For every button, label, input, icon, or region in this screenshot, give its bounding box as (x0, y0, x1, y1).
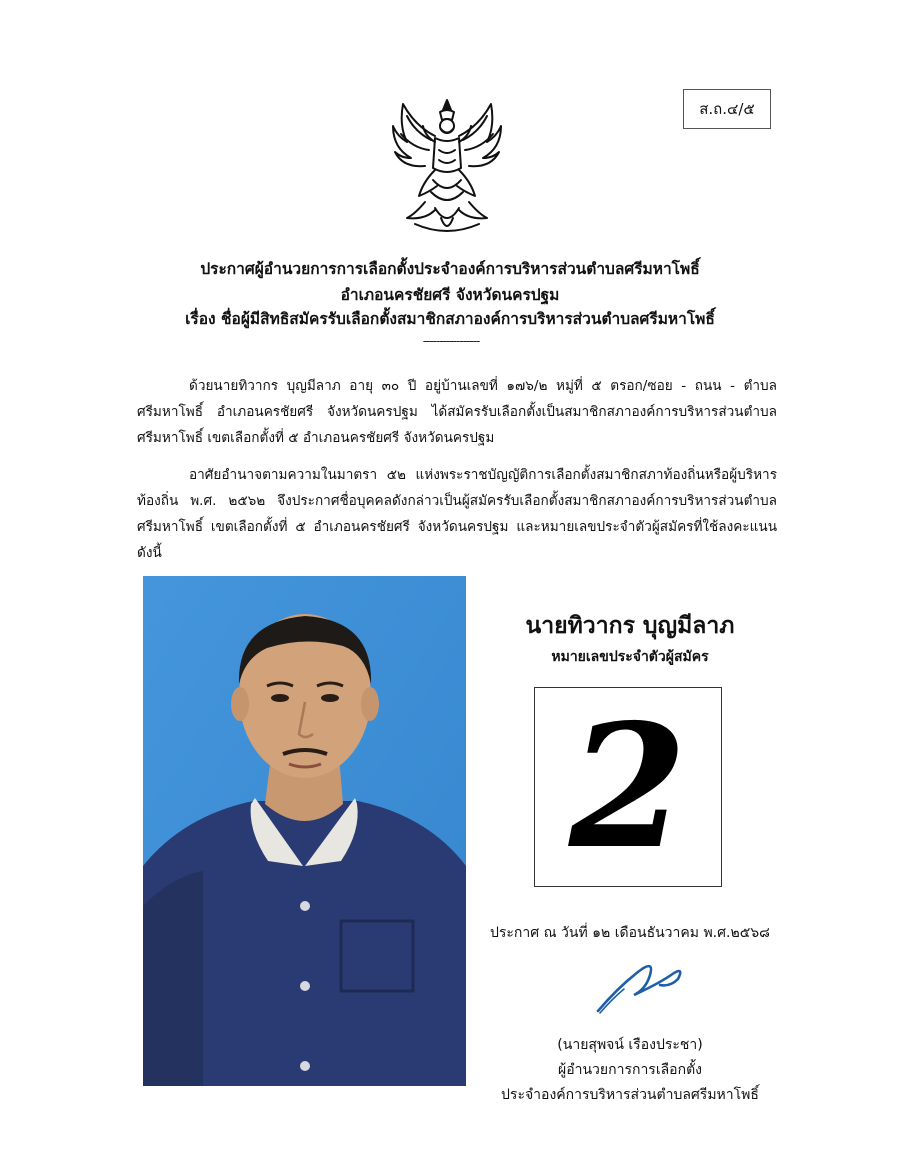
form-code-box (683, 89, 771, 129)
candidate-photo (143, 576, 466, 1086)
form-code: ส.ถ.๔/๕ (699, 100, 755, 118)
candidate-number-label: หมายเลขประจำตัวผู้สมัคร (551, 649, 709, 665)
signature-icon (590, 955, 690, 1017)
signer-position: ผู้อำนวยการการเลือกตั้ง (558, 1062, 702, 1078)
candidate-name: นายทิวากร บุญมีลาภ (525, 613, 735, 639)
header-line-1: ประกาศผู้อำนวยการการเลือกตั้งประจำองค์การบริหารส่วนตำบลศรีมหาโพธิ์ (200, 260, 700, 278)
signer-organization: ประจำองค์การบริหารส่วนตำบลศรีมหาโพธิ์ (501, 1087, 759, 1103)
header-subject: เรื่อง ชื่อผู้มีสิทธิสมัครรับเลือกตั้งสมาชิกสภาองค์การบริหารส่วนตำบลศรีมหาโพธิ์ (185, 310, 715, 328)
garuda-emblem-icon (385, 96, 510, 238)
header-divider: ----------------- (422, 334, 480, 348)
header-line-2: อำเภอนครชัยศรี จังหวัดนครปฐม (340, 286, 560, 304)
candidate-number-box (534, 687, 722, 887)
paragraph-2: อาศัยอำนาจตามความในมาตรา ๕๒ แห่งพระราชบัญญัติการเลือกตั้งสมาชิกสภาท้องถิ่นหรือผู้บริหารท้องถิ่น พ.ศ. ๒๕๖๒ จึงประกาศชื่อบุคคลดังกล่าวเป็นผู้สมัครรับเลือกตั้งสมาชิกสภาองค์การบริหารส่วนตำบลศรีมหาโพธิ์ เขตเลือกตั้งที่ ๕ อำเภอนครชัยศรี จังหวัดนครปฐม และหมายเลขประจำตัวผู้สมัครที่ใช้ลงคะแนน ดังนี้ (137, 467, 777, 561)
paragraph-1: ด้วยนายทิวากร บุญมีลาภ อายุ ๓๐ ปี อยู่บ้านเลขที่ ๑๗๖/๒ หมู่ที่ ๕ ตรอก/ซอย - ถนน - ตำบลศรีมหาโพธิ์ อำเภอนครชัยศรี จังหวัดนครปฐม ได้สมัครรับเลือกตั้งเป็นสมาชิกสภาองค์การบริหารส่วนตำบลศรีมหาโพธิ์ เขตเลือกตั้งที่ ๕ อำเภอนครชัยศรี จังหวัดนครปฐม (137, 378, 777, 446)
announcement-date: ประกาศ ณ วันที่ ๑๒ เดือนธันวาคม พ.ศ.๒๕๖๘ (490, 925, 770, 941)
candidate-number: 2 (568, 687, 688, 887)
signer-name: (นายสุพจน์ เรืองประชา) (557, 1037, 703, 1053)
